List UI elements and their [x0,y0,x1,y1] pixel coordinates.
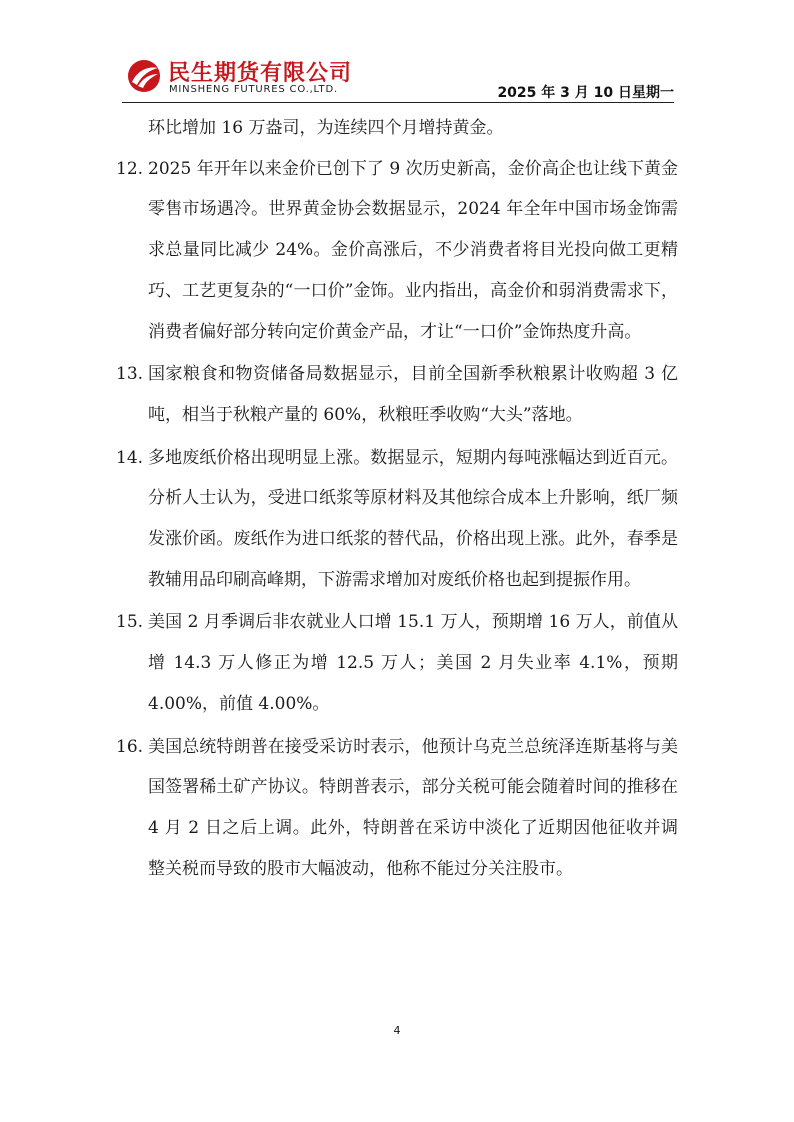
news-item-12 [116,149,678,353]
item-number: 13. [116,364,144,385]
page-number: 4 [393,1024,401,1037]
item-number: 16. [116,736,144,757]
company-name-cn: 民生期货有限公司 [168,61,353,86]
report-date: 2025 年 3 月 10 日星期一 [497,85,674,101]
news-item-15 [116,602,678,724]
item-text: 美国 2 月季调后非农就业人口增 15.1 万人，预期增 16 万人，前值从增 14.3 万人修正为增 12.5 万人；美国 2 月失业率 4.1%，预期 4.00%，前值 4.00%。 [148,612,678,714]
company-logo [122,50,362,102]
item-number: 15. [116,612,144,633]
minsheng-logo-icon [126,58,162,94]
item-number: 12. [116,158,144,179]
continuation-paragraph: 环比增加 16 万盎司，为连续四个月增持黄金。 [148,118,504,138]
news-item-16 [116,727,678,890]
item-text: 多地废纸价格出现明显上涨。数据显示，短期内每吨涨幅达到近百元。分析人士认为，受进口纸浆等原材料及其他综合成本上升影响，纸厂频发涨价函。废纸作为进口纸浆的替代品，价格出现上涨。此外，春季是教辅用品印刷高峰期，下游需求增加对废纸价格也起到提振作用。 [148,447,678,590]
page-header [122,50,674,104]
news-body [116,108,678,889]
news-item-13 [116,354,678,435]
header-divider [122,102,674,103]
item-text: 2025 年开年以来金价已创下了 9 次历史新高，金价高企也让线下黄金零售市场遇冷。世界黄金协会数据显示，2024 年全年中国市场金饰需求总量同比减少 24%。金价高涨后，不少消费者将目光投向做工更精巧、工艺更复杂的“一口价”金饰。业内指出，高金价和弱消费需求下，消费者偏好部分转向定价黄金产品，才让“一口价”金饰热度升高。 [148,158,678,342]
news-item-14 [116,438,678,601]
item-text: 国家粮食和物资储备局数据显示，目前全国新季秋粮累计收购超 3 亿吨，相当于秋粮产量的 60%，秋粮旺季收购“大头”落地。 [148,364,678,425]
company-name-en: MINSHENG FUTURES CO.,LTD. [169,84,338,95]
item-number: 14. [116,447,144,468]
item-text: 美国总统特朗普在接受采访时表示，他预计乌克兰总统泽连斯基将与美国签署稀土矿产协议。特朗普表示，部分关税可能会随着时间的推移在 4 月 2 日之后上调。此外，特朗普在采访中淡化了近期因他征收并调整关税而导致的股市大幅波动，他称不能过分关注股市。 [148,736,678,879]
